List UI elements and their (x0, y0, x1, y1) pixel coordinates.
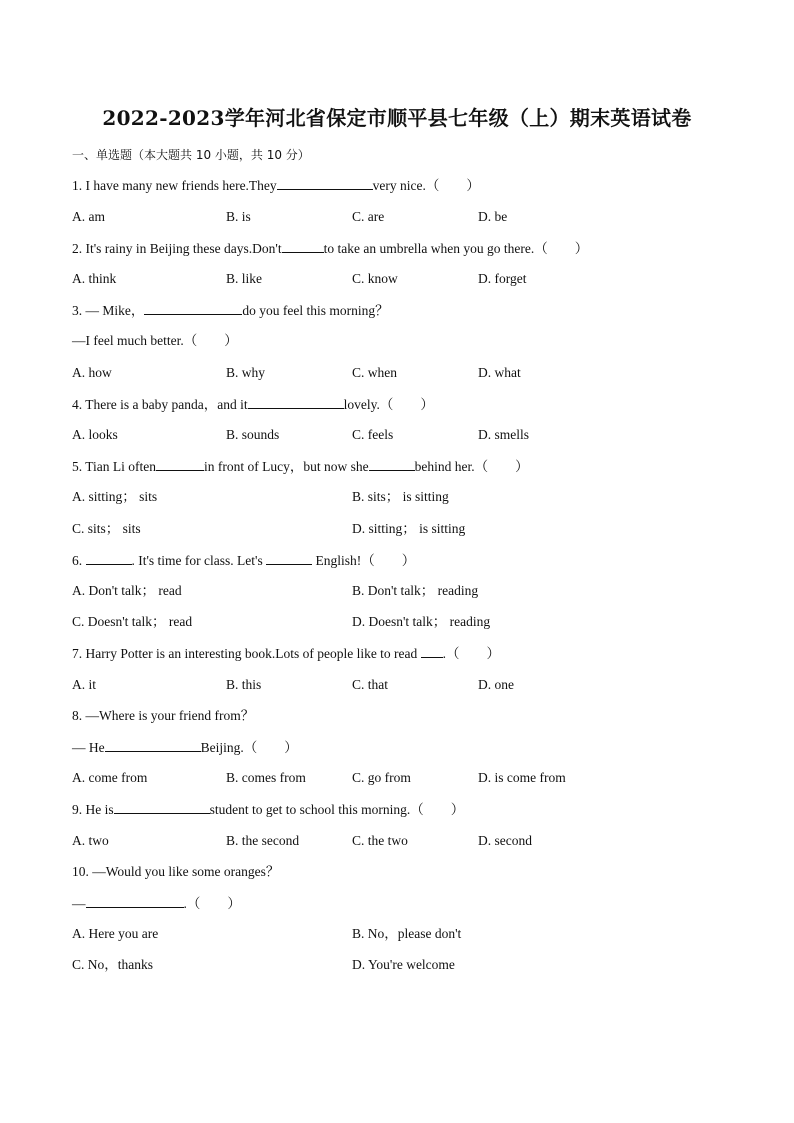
answer-blank (156, 457, 204, 471)
question-5-text-c: behind her.（ ） (414, 459, 529, 474)
answer-blank (421, 644, 443, 658)
question-6-text-a: 6. (72, 553, 83, 568)
question-9-option-b: B. the second (226, 833, 300, 848)
question-8-option-d: D. is come from (478, 770, 566, 785)
question-6-option-b: B. Don't talk； reading (352, 583, 479, 598)
question-9-option-c: C. the two (352, 833, 408, 848)
question-1-text-b: very nice.（ ） (372, 178, 480, 193)
question-6-text-c: English!（ ） (315, 553, 416, 568)
question-4-option-c: C. feels (352, 427, 394, 442)
answer-blank (86, 551, 132, 565)
question-7-option-b: B. this (226, 677, 262, 692)
question-9-option-d: D. second (478, 833, 532, 848)
question-4-option-a: A. looks (72, 427, 118, 442)
question-4-option-b: B. sounds (226, 427, 280, 442)
question-7-option-a: A. it (72, 677, 97, 692)
section-heading: 一、单选题（本大题共 10 小题，共 10 分） (72, 148, 310, 162)
question-1-option-a: A. am (72, 209, 105, 224)
question-4-text-b: lovely.（ ） (343, 397, 434, 412)
question-3-reply: —I feel much better.（ ） (72, 333, 238, 348)
question-8-text-b: Beijing.（ ） (200, 740, 298, 755)
question-10-stem: 10. —Would you like some oranges？ (72, 864, 280, 879)
question-6-option-a: A. Don't talk； read (72, 583, 182, 598)
question-8-option-c: C. go from (352, 770, 411, 785)
question-1-option-d: D. be (478, 209, 508, 224)
answer-blank (86, 894, 184, 908)
question-2-option-a: A. think (72, 271, 117, 286)
question-3-option-c: C. when (352, 365, 397, 380)
question-2-option-d: D. forget (478, 271, 527, 286)
page-title: 2022-2023学年河北省保定市顺平县七年级（上）期末英语试卷 (102, 106, 692, 130)
question-4-option-d: D. smells (478, 427, 530, 442)
question-7-option-d: D. one (478, 677, 514, 692)
question-7-text-b: .（ ） (442, 646, 501, 661)
question-7-text-a: 7. Harry Potter is an interesting book.Lots of people like to read (72, 646, 418, 661)
question-5-text-b: in front of Lucy，but now she (204, 459, 369, 474)
question-8-option-a: A. come from (72, 770, 148, 785)
question-3-text-a: 3. — Mike， (72, 303, 145, 318)
question-1-text-a: 1. I have many new friends here.They (72, 178, 277, 193)
question-2-text-b: to take an umbrella when you go there.（ ） (323, 241, 589, 256)
answer-blank (266, 551, 312, 565)
question-10-option-d: D. You're welcome (352, 957, 455, 972)
question-4-stem (72, 395, 434, 414)
question-1-option-b: B. is (226, 209, 251, 224)
question-6-option-d: D. Doesn't talk； reading (352, 614, 491, 629)
question-9-text-a: 9. He is (72, 802, 114, 817)
question-8-text-a: — He (72, 740, 105, 755)
question-5-option-b: B. sits； is sitting (352, 489, 449, 504)
question-5-text-a: 5. Tian Li often (72, 459, 157, 474)
question-9-text-b: student to get to school this morning.（ ） (209, 802, 465, 817)
question-6-option-c: C. Doesn't talk； read (72, 614, 193, 629)
question-1-option-c: C. are (352, 209, 385, 224)
answer-blank (114, 800, 210, 814)
answer-blank (277, 176, 373, 190)
question-5-stem (72, 457, 529, 476)
question-3-option-d: D. what (478, 365, 521, 380)
question-5-option-c: C. sits； sits (72, 521, 141, 536)
question-6-text-b: . It's time for class. Let's (131, 553, 263, 568)
answer-blank (105, 738, 201, 752)
question-4-text-a: 4. There is a baby panda，and it (72, 397, 248, 412)
answer-blank (369, 457, 415, 471)
question-3-stem (72, 301, 389, 320)
question-3-option-b: B. why (226, 365, 266, 380)
question-1-stem (72, 176, 480, 195)
question-6-stem (72, 551, 415, 570)
question-9-option-a: A. two (72, 833, 109, 848)
question-10-reply (72, 894, 241, 913)
question-7-option-c: C. that (352, 677, 388, 692)
answer-blank (248, 395, 344, 409)
question-8-option-b: B. comes from (226, 770, 306, 785)
question-9-stem (72, 800, 464, 819)
question-10-option-b: B. No，please don't (352, 926, 462, 941)
question-10-option-a: A. Here you are (72, 926, 159, 941)
question-2-option-b: B. like (226, 271, 262, 286)
question-2-text-a: 2. It's rainy in Beijing these days.Don't (72, 241, 282, 256)
answer-blank (144, 301, 242, 315)
question-10-text-a: — (72, 896, 86, 911)
question-8-reply (72, 738, 298, 757)
question-3-text-b: do you feel this morning？ (242, 303, 389, 318)
question-7-stem (72, 644, 500, 663)
question-2-option-c: C. know (352, 271, 398, 286)
question-8-stem: 8. —Where is your friend from？ (72, 708, 255, 723)
question-2-stem (72, 239, 588, 258)
question-5-option-a: A. sitting； sits (72, 489, 158, 504)
question-5-option-d: D. sitting； is sitting (352, 521, 466, 536)
answer-blank (282, 239, 324, 253)
question-10-text-b: .（ ） (183, 896, 241, 911)
question-10-option-c: C. No，thanks (72, 957, 153, 972)
question-3-option-a: A. how (72, 365, 112, 380)
